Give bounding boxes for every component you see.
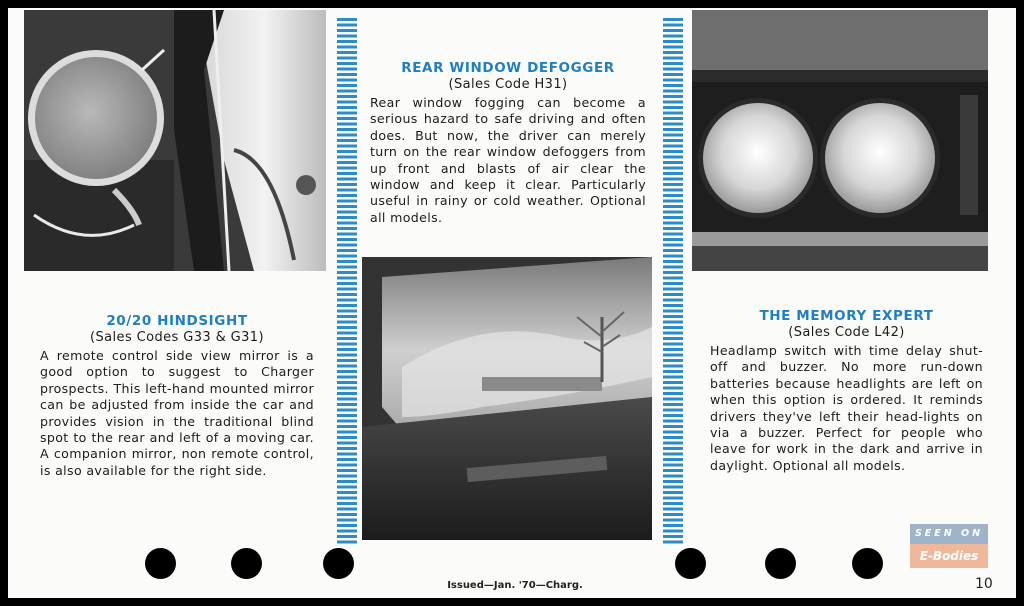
hindsight-section (40, 313, 314, 479)
hindsight-title: 20/20 HINDSIGHT (106, 313, 248, 329)
memory-expert-code: (Sales Code L42) (788, 325, 905, 340)
mirror-photo (24, 10, 326, 271)
defogger-section (370, 60, 646, 226)
left-stripe (337, 18, 357, 546)
watermark-top: SEEN ON (910, 524, 988, 544)
binder-hole (145, 548, 176, 579)
binder-hole (852, 548, 883, 579)
rear-window-photo (362, 257, 652, 540)
ebodies-watermark (910, 524, 988, 570)
binder-hole (231, 548, 262, 579)
hindsight-body: A remote control side view mirror is a good option to suggest to Charger prospects. This left-hand mounted mirror can be adjusted from inside the car and provides vision in the traditional blind spot to the rear and left of a moving car. A companion mirror, non remote control, is also available for the right side. (40, 348, 314, 478)
memory-expert-body: Headlamp switch with time delay shut-off and buzzer. No more run-down batteries because headlights are left on when this option is ordered. It reminds drivers they've left their head-lights on via a buzzer. Perfect for people who leave for work in the dark and arrive in daylight. Optional all models. (710, 343, 983, 473)
watermark-bottom: E-Bodies (910, 544, 988, 568)
binder-hole (675, 548, 706, 579)
page-number: 10 (975, 576, 993, 592)
brochure-page (8, 8, 1016, 598)
issued-footer: Issued—Jan. '70—Charg. (447, 580, 583, 591)
memory-expert-section (710, 308, 983, 474)
defogger-code: (Sales Code H31) (448, 77, 568, 92)
defogger-title: REAR WINDOW DEFOGGER (401, 60, 615, 76)
binder-hole (765, 548, 796, 579)
headlamp-photo (692, 10, 988, 271)
memory-expert-title: THE MEMORY EXPERT (759, 308, 934, 324)
binder-hole (323, 548, 354, 579)
right-stripe (663, 18, 683, 546)
hindsight-code: (Sales Codes G33 & G31) (90, 330, 264, 345)
defogger-body: Rear window fogging can become a serious hazard to safe driving and often does. But now, the driver can merely turn on the rear window defoggers from up front and blasts of air clear the window and keep it clear. Particularly useful in rainy or cold weather. Optional all models. (370, 95, 646, 225)
